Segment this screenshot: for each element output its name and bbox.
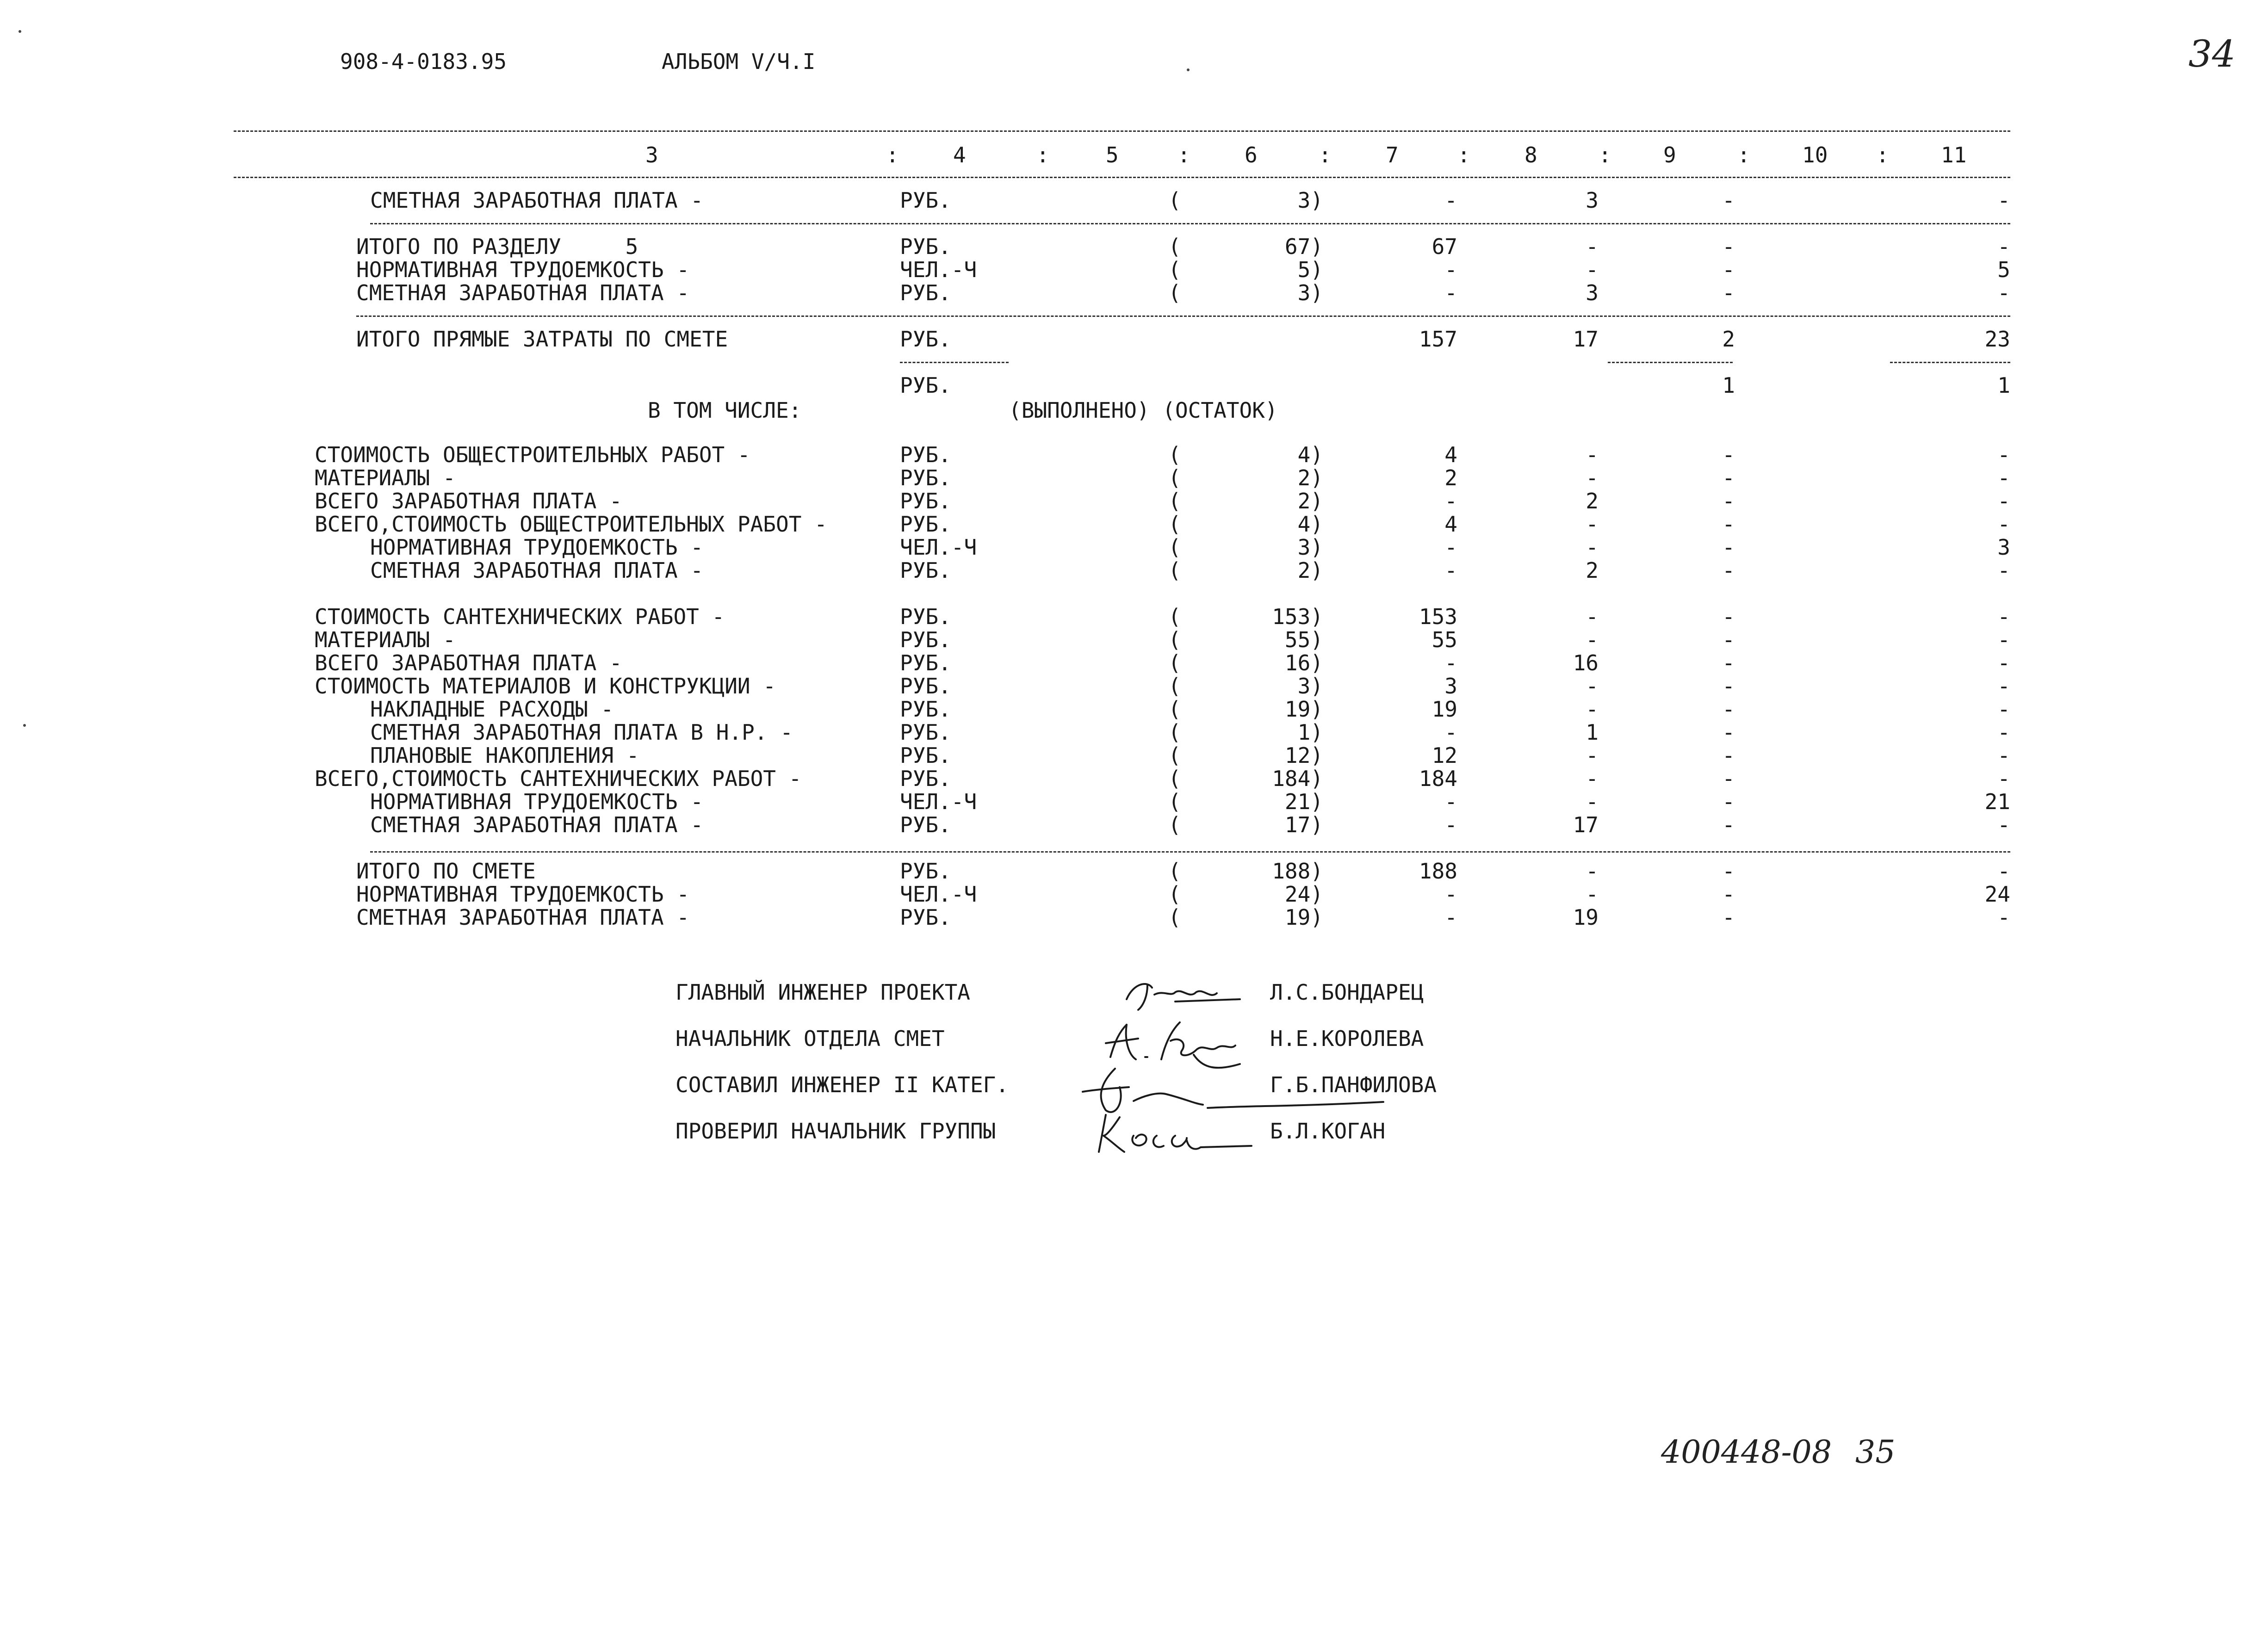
row-value-col7: 2	[1444, 465, 1457, 490]
row-value-col6: 3)	[1297, 188, 1323, 213]
row-paren: (	[1168, 257, 1181, 282]
row-value-col8: -	[1586, 882, 1599, 907]
row-unit: РУБ.	[900, 697, 951, 722]
row-value-col8: -	[1586, 257, 1599, 282]
row-value-col8: -	[1586, 512, 1599, 537]
col-sep: :	[1599, 142, 1611, 167]
row-value-col11: -	[1997, 234, 2010, 259]
col-header-5: 5	[1106, 142, 1119, 167]
row-value-col11: 1	[1997, 373, 2010, 398]
row-value-col8: 19	[1573, 905, 1599, 930]
row-value-col7: -	[1444, 280, 1457, 305]
row-value-col6: 55)	[1284, 627, 1323, 652]
row-paren: (	[1168, 465, 1181, 490]
row-label: ИТОГО ПО СМЕТЕ	[356, 859, 536, 884]
row-value-col9: -	[1722, 234, 1735, 259]
col-header-10: 10	[1802, 142, 1828, 167]
row-value-col9: -	[1722, 743, 1735, 768]
table-row	[0, 443, 2268, 466]
row-value-col9: 2	[1722, 327, 1735, 352]
row-value-col6: 19)	[1284, 905, 1323, 930]
col-header-3: 3	[645, 142, 658, 167]
row-value-col7: -	[1444, 650, 1457, 675]
table-row	[0, 651, 2268, 674]
row-label: НОРМАТИВНАЯ ТРУДОЕМКОСТЬ -	[370, 535, 704, 560]
col-sep: :	[1737, 142, 1750, 167]
signature-role: ГЛАВНЫЙ ИНЖЕНЕР ПРОЕКТА	[675, 980, 970, 1005]
row-value-col7: -	[1444, 882, 1457, 907]
row-paren: (	[1168, 489, 1181, 513]
row-value-col9: 1	[1722, 373, 1735, 398]
scan-speck	[19, 30, 21, 33]
row-unit: РУБ.	[900, 234, 951, 259]
col-header-11: 11	[1941, 142, 1967, 167]
table-row	[0, 235, 2268, 258]
row-value-col7: -	[1444, 789, 1457, 814]
row-value-col7: 157	[1419, 327, 1457, 352]
row-value-col6: 3)	[1297, 535, 1323, 560]
col-header-7: 7	[1386, 142, 1399, 167]
section-rule	[356, 315, 2010, 317]
col-header-6: 6	[1245, 142, 1258, 167]
row-paren: (	[1168, 627, 1181, 652]
row-paren: (	[1168, 280, 1181, 305]
signature-role: СОСТАВИЛ ИНЖЕНЕР II КАТЕГ.	[675, 1072, 1009, 1097]
signature-name: Л.С.БОНДАРЕЦ	[1270, 980, 1424, 1005]
row-value-col7: 184	[1419, 766, 1457, 791]
table-row	[0, 374, 2268, 397]
section-rule	[370, 223, 2010, 224]
table-row	[0, 790, 2268, 813]
row-value-col6: 4)	[1297, 442, 1323, 467]
row-value-col6: 24)	[1284, 882, 1323, 907]
row-value-col8: -	[1586, 604, 1599, 629]
table-row	[0, 860, 2268, 883]
row-unit: РУБ.	[900, 674, 951, 699]
col-sep: :	[1177, 142, 1190, 167]
in-total-heading: В ТОМ ЧИСЛЕ:	[648, 398, 802, 423]
handwritten-signature	[1092, 1108, 1258, 1159]
table-row	[0, 744, 2268, 767]
signature-name: Г.Б.ПАНФИЛОВА	[1270, 1072, 1437, 1097]
row-value-col8: -	[1586, 743, 1599, 768]
row-value-col9: -	[1722, 859, 1735, 884]
row-label: СТОИМОСТЬ МАТЕРИАЛОВ И КОНСТРУКЦИИ -	[315, 674, 776, 699]
col-sep: :	[1036, 142, 1049, 167]
row-unit: РУБ.	[900, 327, 951, 352]
row-label: СМЕТНАЯ ЗАРАБОТНАЯ ПЛАТА -	[356, 905, 690, 930]
subtotal-rule	[1608, 362, 1733, 363]
row-value-col9: -	[1722, 650, 1735, 675]
subtotal-rule	[1890, 362, 2010, 363]
row-value-col8: 3	[1586, 280, 1599, 305]
table-row	[0, 628, 2268, 651]
row-unit: РУБ.	[900, 743, 951, 768]
row-paren: (	[1168, 743, 1181, 768]
scan-speck	[1187, 68, 1190, 71]
row-label: ВСЕГО ЗАРАБОТНАЯ ПЛАТА -	[315, 489, 622, 513]
row-value-col11: 5	[1997, 257, 2010, 282]
row-value-col6: 2)	[1297, 558, 1323, 583]
row-unit: РУБ.	[900, 766, 951, 791]
col-sep: :	[886, 142, 899, 167]
row-value-col7: -	[1444, 720, 1457, 745]
row-value-col8: -	[1586, 627, 1599, 652]
row-value-col8: 2	[1586, 558, 1599, 583]
row-label: СТОИМОСТЬ САНТЕХНИЧЕСКИХ РАБОТ -	[315, 604, 725, 629]
row-label: НОРМАТИВНАЯ ТРУДОЕМКОСТЬ -	[370, 789, 704, 814]
row-unit: РУБ.	[900, 489, 951, 513]
row-paren: (	[1168, 234, 1181, 259]
row-value-col6: 2)	[1297, 489, 1323, 513]
row-value-col8: -	[1586, 697, 1599, 722]
row-value-col9: -	[1722, 697, 1735, 722]
row-value-col7: -	[1444, 188, 1457, 213]
row-paren: (	[1168, 905, 1181, 930]
table-row	[0, 813, 2268, 836]
header-top-rule	[234, 130, 2010, 132]
row-value-col11: -	[1997, 280, 2010, 305]
row-unit: РУБ.	[900, 650, 951, 675]
album-label: АЛЬБОМ V/Ч.I	[662, 49, 816, 74]
row-unit: РУБ.	[900, 280, 951, 305]
table-row	[0, 536, 2268, 559]
row-value-col9: -	[1722, 674, 1735, 699]
table-row	[0, 605, 2268, 628]
row-label: НАКЛАДНЫЕ РАСХОДЫ -	[370, 697, 614, 722]
row-value-col11: -	[1997, 188, 2010, 213]
row-paren: (	[1168, 674, 1181, 699]
row-value-col9: -	[1722, 720, 1735, 745]
row-value-col11: -	[1997, 812, 2010, 837]
table-row	[0, 698, 2268, 721]
row-paren: (	[1168, 882, 1181, 907]
row-label: НОРМАТИВНАЯ ТРУДОЕМКОСТЬ -	[356, 257, 690, 282]
row-value-col11: 3	[1997, 535, 2010, 560]
page-mark-handwritten: 34	[2188, 32, 2236, 75]
row-label: СМЕТНАЯ ЗАРАБОТНАЯ ПЛАТА -	[370, 812, 704, 837]
sheet-number: 35	[1855, 1434, 1896, 1471]
row-paren: (	[1168, 812, 1181, 837]
table-row	[0, 513, 2268, 536]
handwritten-signature	[1120, 974, 1249, 1015]
row-paren: (	[1168, 442, 1181, 467]
row-label: ВСЕГО,СТОИМОСТЬ САНТЕХНИЧЕСКИХ РАБОТ -	[315, 766, 802, 791]
row-label: МАТЕРИАЛЫ -	[315, 627, 456, 652]
row-value-col9: -	[1722, 789, 1735, 814]
row-label: СТОИМОСТЬ ОБЩЕСТРОИТЕЛЬНЫХ РАБОТ -	[315, 442, 750, 467]
row-value-col7: 55	[1431, 627, 1457, 652]
row-value-col8: -	[1586, 789, 1599, 814]
row-value-col8: -	[1586, 859, 1599, 884]
row-value-col11: -	[1997, 674, 2010, 699]
row-value-col11: -	[1997, 627, 2010, 652]
row-value-col8: -	[1586, 442, 1599, 467]
row-unit: РУБ.	[900, 188, 951, 213]
row-unit: РУБ.	[900, 558, 951, 583]
row-value-col6: 1)	[1297, 720, 1323, 745]
col-header-4: 4	[953, 142, 966, 167]
row-paren: (	[1168, 650, 1181, 675]
row-value-col9: -	[1722, 188, 1735, 213]
row-unit: РУБ.	[900, 373, 951, 398]
col-header-9: 9	[1663, 142, 1676, 167]
row-value-col6: 5)	[1297, 257, 1323, 282]
table-row	[0, 189, 2268, 212]
row-value-col8: 3	[1586, 188, 1599, 213]
row-value-col11: 23	[1984, 327, 2010, 352]
row-label: НОРМАТИВНАЯ ТРУДОЕМКОСТЬ -	[356, 882, 690, 907]
row-value-col6: 16)	[1284, 650, 1323, 675]
row-value-col7: -	[1444, 905, 1457, 930]
row-value-col7: 3	[1444, 674, 1457, 699]
row-value-col11: 24	[1984, 882, 2010, 907]
row-value-col11: -	[1997, 697, 2010, 722]
row-value-col9: -	[1722, 558, 1735, 583]
row-value-col8: -	[1586, 674, 1599, 699]
row-value-col11: -	[1997, 743, 2010, 768]
row-paren: (	[1168, 766, 1181, 791]
document-number: 908-4-0183.95	[340, 49, 507, 74]
row-value-col8: 17	[1573, 327, 1599, 352]
row-unit: ЧЕЛ.-Ч	[900, 882, 977, 907]
row-paren: (	[1168, 558, 1181, 583]
row-label: СМЕТНАЯ ЗАРАБОТНАЯ ПЛАТА -	[370, 558, 704, 583]
table-row	[0, 883, 2268, 906]
row-value-col11: -	[1997, 720, 2010, 745]
section-rule	[370, 851, 2010, 853]
row-value-col11: -	[1997, 766, 2010, 791]
row-label: ИТОГО ПРЯМЫЕ ЗАТРАТЫ ПО СМЕТЕ	[356, 327, 728, 352]
row-value-col7: 4	[1444, 512, 1457, 537]
row-paren: (	[1168, 720, 1181, 745]
row-label: СМЕТНАЯ ЗАРАБОТНАЯ ПЛАТА -	[370, 188, 704, 213]
row-value-col9: -	[1722, 604, 1735, 629]
row-value-col9: -	[1722, 905, 1735, 930]
archive-stamp-number: 400448-08	[1661, 1434, 1832, 1471]
row-unit: РУБ.	[900, 604, 951, 629]
row-unit: РУБ.	[900, 627, 951, 652]
table-row	[0, 489, 2268, 513]
row-label: ПЛАНОВЫЕ НАКОПЛЕНИЯ -	[370, 743, 639, 768]
table-row	[0, 767, 2268, 790]
row-value-col6: 3)	[1297, 674, 1323, 699]
row-value-col8: -	[1586, 234, 1599, 259]
signature-role: НАЧАЛЬНИК ОТДЕЛА СМЕТ	[675, 1026, 945, 1051]
row-value-col7: 4	[1444, 442, 1457, 467]
row-value-col11: -	[1997, 905, 2010, 930]
row-value-col6: 188)	[1272, 859, 1323, 884]
table-row	[0, 281, 2268, 304]
table-row	[0, 721, 2268, 744]
row-value-col7: 188	[1419, 859, 1457, 884]
col-header-8: 8	[1524, 142, 1537, 167]
row-unit: ЧЕЛ.-Ч	[900, 789, 977, 814]
header-bottom-rule	[234, 177, 2010, 178]
row-value-col7: -	[1444, 535, 1457, 560]
row-unit: РУБ.	[900, 442, 951, 467]
row-label: СМЕТНАЯ ЗАРАБОТНАЯ ПЛАТА В Н.Р. -	[370, 720, 793, 745]
row-unit: РУБ.	[900, 512, 951, 537]
row-value-col11: -	[1997, 859, 2010, 884]
row-unit: ЧЕЛ.-Ч	[900, 535, 977, 560]
row-value-col8: 2	[1586, 489, 1599, 513]
row-value-col9: -	[1722, 442, 1735, 467]
row-value-col7: 12	[1431, 743, 1457, 768]
table-row	[0, 466, 2268, 489]
row-value-col11: -	[1997, 558, 2010, 583]
row-value-col7: 67	[1431, 234, 1457, 259]
signature-name: Н.Е.КОРОЛЕВА	[1270, 1026, 1424, 1051]
row-value-col11: -	[1997, 604, 2010, 629]
row-paren: (	[1168, 859, 1181, 884]
table-row	[0, 559, 2268, 582]
table-row	[0, 328, 2268, 351]
row-label: МАТЕРИАЛЫ -	[315, 465, 456, 490]
row-value-col7: 153	[1419, 604, 1457, 629]
row-value-col6: 4)	[1297, 512, 1323, 537]
row-paren: (	[1168, 604, 1181, 629]
row-value-col8: 17	[1573, 812, 1599, 837]
row-value-col6: 17)	[1284, 812, 1323, 837]
row-unit: РУБ.	[900, 720, 951, 745]
row-value-col11: -	[1997, 650, 2010, 675]
signature-name: Б.Л.КОГАН	[1270, 1119, 1386, 1144]
row-value-col6: 2)	[1297, 465, 1323, 490]
row-value-col9: -	[1722, 627, 1735, 652]
row-value-col9: -	[1722, 766, 1735, 791]
row-value-col7: 19	[1431, 697, 1457, 722]
row-value-col9: -	[1722, 535, 1735, 560]
row-value-col7: -	[1444, 489, 1457, 513]
row-value-col11: -	[1997, 512, 2010, 537]
row-value-col6: 184)	[1272, 766, 1323, 791]
done-rest-heading: (ВЫПОЛНЕНО) (ОСТАТОК)	[1009, 398, 1278, 423]
row-value-col9: -	[1722, 257, 1735, 282]
subtotal-rule	[900, 362, 1009, 363]
row-paren: (	[1168, 697, 1181, 722]
row-paren: (	[1168, 535, 1181, 560]
row-value-col9: -	[1722, 489, 1735, 513]
row-value-col7: -	[1444, 558, 1457, 583]
row-value-col8: -	[1586, 766, 1599, 791]
row-value-col6: 153)	[1272, 604, 1323, 629]
row-value-col6: 19)	[1284, 697, 1323, 722]
row-unit: РУБ.	[900, 905, 951, 930]
table-row	[0, 674, 2268, 698]
row-value-col8: -	[1586, 465, 1599, 490]
col-sep: :	[1876, 142, 1889, 167]
row-value-col7: -	[1444, 812, 1457, 837]
row-value-col8: 16	[1573, 650, 1599, 675]
row-value-col6: 21)	[1284, 789, 1323, 814]
column-header-row	[0, 143, 2268, 167]
row-value-col9: -	[1722, 280, 1735, 305]
row-label: ВСЕГО,СТОИМОСТЬ ОБЩЕСТРОИТЕЛЬНЫХ РАБОТ -	[315, 512, 827, 537]
row-unit: РУБ.	[900, 812, 951, 837]
row-unit: РУБ.	[900, 859, 951, 884]
row-value-col11: -	[1997, 465, 2010, 490]
row-value-col9: -	[1722, 812, 1735, 837]
row-value-col7: -	[1444, 257, 1457, 282]
row-paren: (	[1168, 188, 1181, 213]
row-value-col6: 67)	[1284, 234, 1323, 259]
row-value-col8: -	[1586, 535, 1599, 560]
row-value-col9: -	[1722, 512, 1735, 537]
row-value-col11: -	[1997, 442, 2010, 467]
row-label: СМЕТНАЯ ЗАРАБОТНАЯ ПЛАТА -	[356, 280, 690, 305]
row-value-col6: 3)	[1297, 280, 1323, 305]
row-paren: (	[1168, 512, 1181, 537]
row-unit: РУБ.	[900, 465, 951, 490]
table-row	[0, 906, 2268, 929]
row-value-col6: 12)	[1284, 743, 1323, 768]
signature-role: ПРОВЕРИЛ НАЧАЛЬНИК ГРУППЫ	[675, 1119, 996, 1144]
row-value-col8: 1	[1586, 720, 1599, 745]
row-label: ИТОГО ПО РАЗДЕЛУ 5	[356, 234, 638, 259]
row-label: ВСЕГО ЗАРАБОТНАЯ ПЛАТА -	[315, 650, 622, 675]
row-paren: (	[1168, 789, 1181, 814]
col-sep: :	[1319, 142, 1332, 167]
row-value-col11: 21	[1984, 789, 2010, 814]
row-value-col9: -	[1722, 465, 1735, 490]
row-unit: ЧЕЛ.-Ч	[900, 257, 977, 282]
row-value-col11: -	[1997, 489, 2010, 513]
row-value-col9: -	[1722, 882, 1735, 907]
col-sep: :	[1457, 142, 1470, 167]
table-row	[0, 258, 2268, 281]
